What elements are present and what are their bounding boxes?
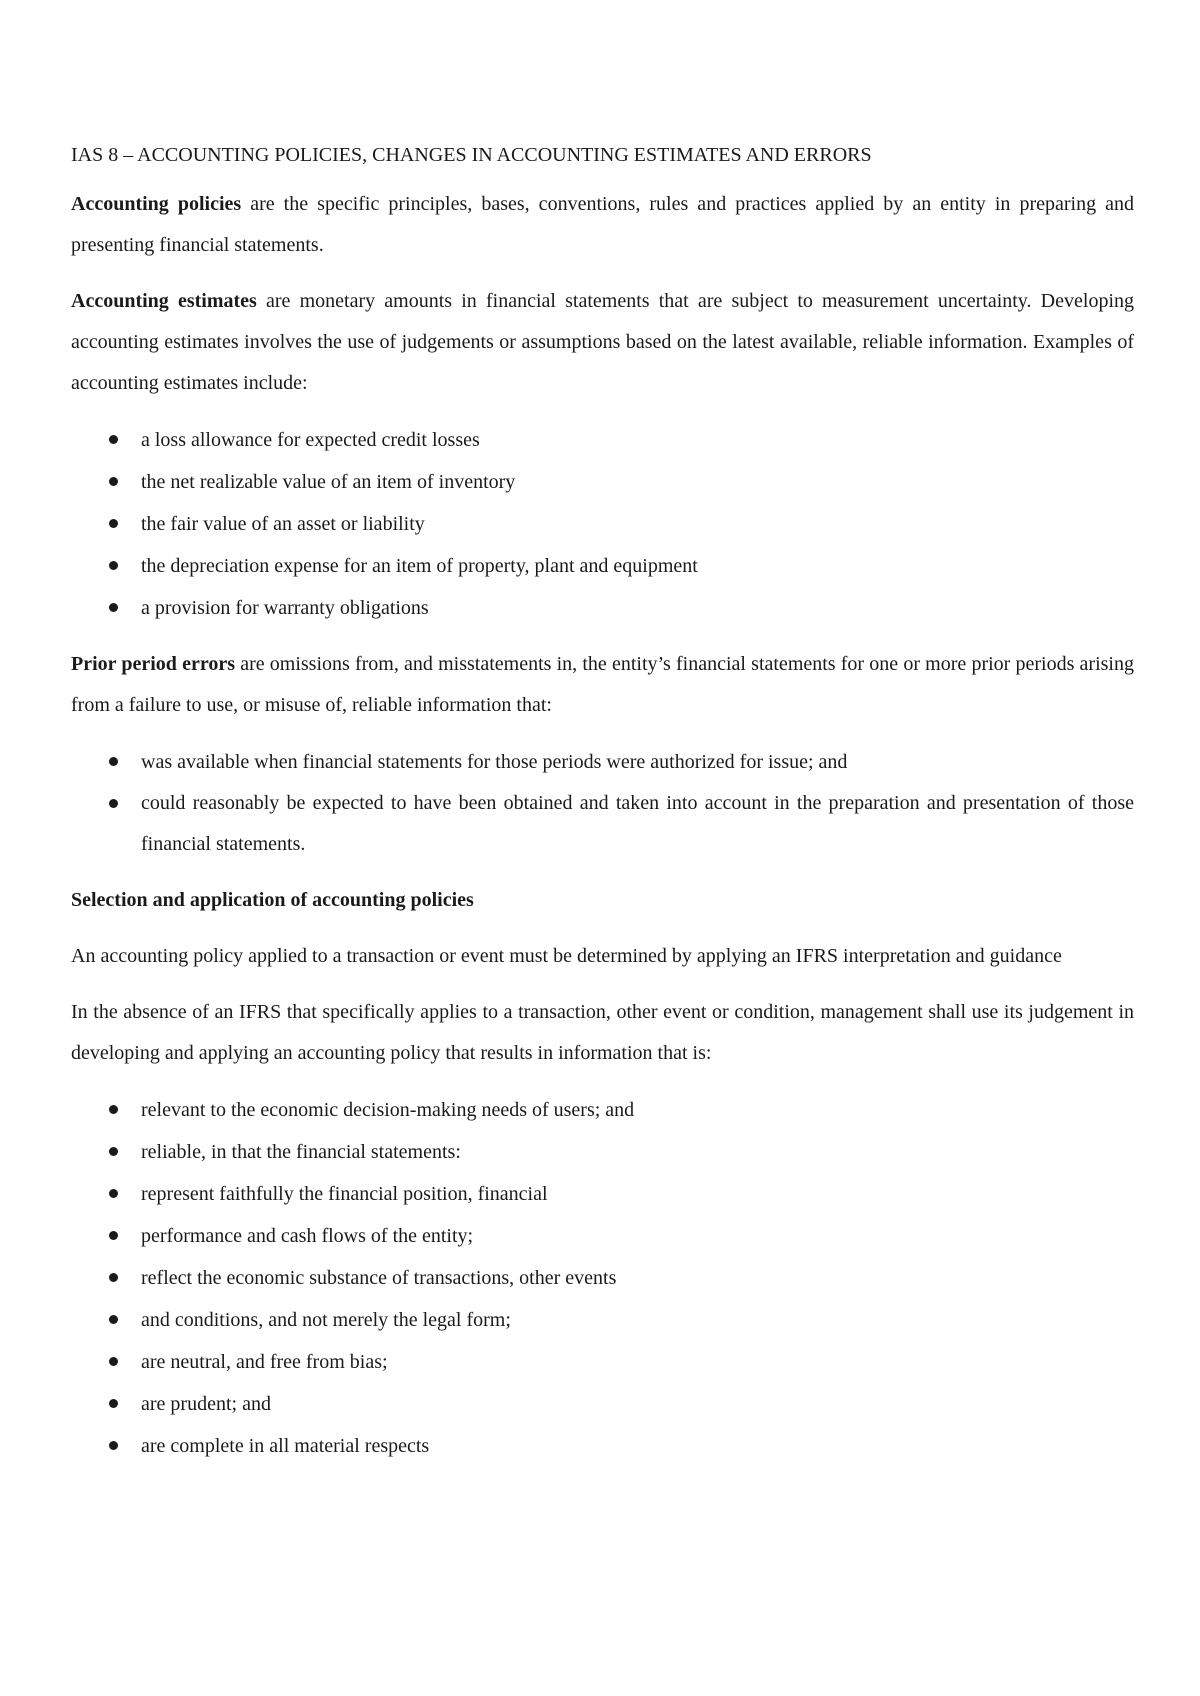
bullet-icon	[109, 1189, 118, 1198]
policies-term: Accounting policies	[71, 193, 242, 215]
document-page	[71, 140, 1134, 1482]
policies-text: are the specific principles, bases, conventions, rules and practices applied by an entity in preparing and presenting financial statements.	[71, 193, 1134, 256]
errors-term: Prior period errors	[71, 653, 236, 675]
bullet-icon	[109, 757, 118, 766]
bullet-icon	[109, 1105, 118, 1114]
bullet-icon	[109, 435, 118, 444]
list-item: are neutral, and free from bias;	[71, 1341, 1134, 1383]
list-item: a loss allowance for expected credit losses	[71, 419, 1134, 461]
list-item: reflect the economic substance of transactions, other events	[71, 1257, 1134, 1299]
document-title: IAS 8 – ACCOUNTING POLICIES, CHANGES IN ACCOUNTING ESTIMATES AND ERRORS	[71, 144, 872, 166]
list-item: the net realizable value of an item of inventory	[71, 461, 1134, 503]
estimates-text: are monetary amounts in financial statements that are subject to measurement uncertainty. Developing accounting estimates involves the use of judgements or assumptions based on the latest available, reliable information. Examples of accounting estimates include:	[71, 290, 1134, 394]
list-item: reliable, in that the financial statements:	[71, 1131, 1134, 1173]
bullet-icon	[109, 519, 118, 528]
selection-paragraph-2: In the absence of an IFRS that specifically applies to a transaction, other event or condition, management shall use its judgement in developing and applying an accounting policy that results in information that is:	[71, 1001, 1134, 1064]
bullet-icon	[109, 1147, 118, 1156]
selection-paragraph-1: An accounting policy applied to a transaction or event must be determined by applying an IFRS interpretation and guidance	[71, 945, 1062, 967]
bullet-icon	[109, 1315, 118, 1324]
list-item: the depreciation expense for an item of property, plant and equipment	[71, 545, 1134, 587]
list-item: relevant to the economic decision-making needs of users; and	[71, 1089, 1134, 1131]
errors-list	[71, 741, 1134, 865]
bullet-icon	[109, 561, 118, 570]
bullet-icon	[109, 1231, 118, 1240]
list-item: performance and cash flows of the entity;	[71, 1215, 1134, 1257]
list-item: the fair value of an asset or liability	[71, 503, 1134, 545]
list-item: was available when financial statements for those periods were authorized for issue; and	[71, 741, 1134, 783]
list-item: represent faithfully the financial position, financial	[71, 1173, 1134, 1215]
bullet-icon	[109, 477, 118, 486]
policies-paragraph	[71, 184, 1134, 266]
estimates-paragraph	[71, 281, 1134, 404]
bullet-icon	[109, 1441, 118, 1450]
estimates-term: Accounting estimates	[71, 290, 257, 312]
bullet-icon	[109, 603, 118, 612]
section-heading: Selection and application of accounting policies	[71, 889, 474, 911]
list-item: are prudent; and	[71, 1383, 1134, 1425]
selection-list	[71, 1089, 1134, 1467]
list-item: are complete in all material respects	[71, 1425, 1134, 1467]
list-item: could reasonably be expected to have been obtained and taken into account in the preparation and presentation of those financial statements.	[71, 783, 1134, 865]
bullet-icon	[109, 1357, 118, 1366]
list-item: and conditions, and not merely the legal form;	[71, 1299, 1134, 1341]
estimates-list	[71, 419, 1134, 629]
list-item: a provision for warranty obligations	[71, 587, 1134, 629]
errors-text: are omissions from, and misstatements in, the entity’s financial statements for one or more prior periods arising from a failure to use, or misuse of, reliable information that:	[71, 653, 1134, 716]
bullet-icon	[109, 1273, 118, 1282]
bullet-icon	[109, 799, 118, 808]
bullet-icon	[109, 1399, 118, 1408]
errors-paragraph	[71, 644, 1134, 726]
